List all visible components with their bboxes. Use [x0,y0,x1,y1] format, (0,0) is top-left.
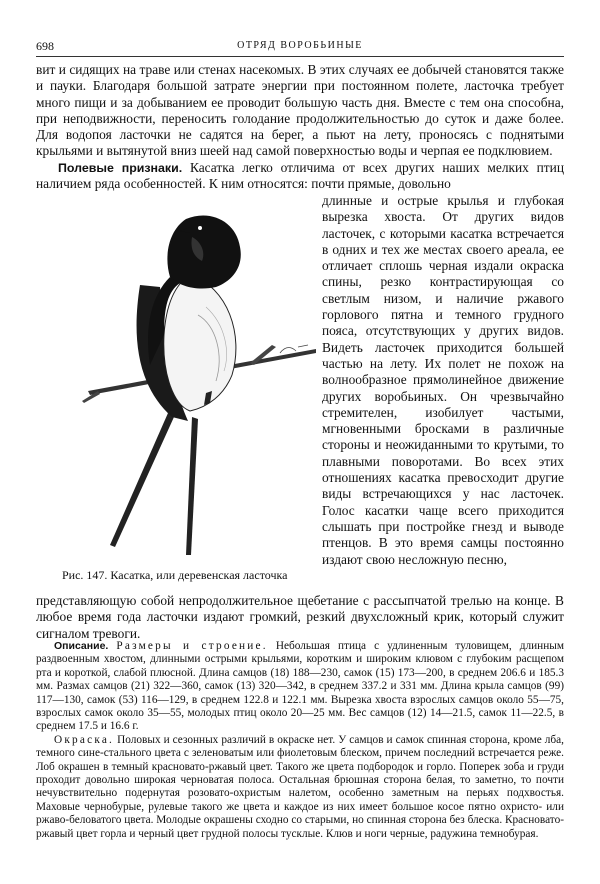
color-label: Окраска. [54,733,115,746]
field-marks-lead-text: Касатка легко отличима от всех других наших мелких птиц наличием ряда особенностей. К ним относятся: почти прямые, довольно [36,160,564,192]
running-title: ОТРЯД ВОРОБЬИНЫЕ [237,40,363,51]
field-marks-lead [36,160,564,193]
description-color-paragraph [36,734,564,841]
field-marks-continuation [36,593,564,642]
field-marks-wrapped-text [322,193,564,568]
paragraph-feeding-text: вит и сидящих на траве или стенах насекомых. В этих случаях ее добычей становятся также и пауки. Благодаря большой затрате энергии при постоянном полете, ласточка требует много пищи и за добыванием ее проводит большую часть дня. Вместе с тем она способна, при неподвижности, переносить голодание продолжительностью до суток и даже более. Для водопоя ласточки не садятся на берег, а пьют на лету, проносясь с поднятыми крыльями и вытянутой вниз шеей над самой поверхностью воды и черпая ее подклювием. [36,62,564,159]
field-marks-wrapped-content: длинные и острые крылья и глубокая вырезка хвоста. От других видов ласточек, с которыми касатка встречается в одних и тех же местах своего ареала, ее отличает сплошь черная издали окраска спины, резко контрастирующая со светлым низом, и наличие ржавого горлового пятна и темного грудного пояса, отсутствующих у других видов. Видеть ласточек приходится большей частью на лету. Их полет не похож на волнообразное прямолинейное движение других воробьиных. Он чрезвычайно стремителен, изобилует частыми, мгновенными бросками в различные стороны и неожиданными то крутыми, то плавными поворотами. Во всех этих отношениях касатка превосходит другие виды встречающихся у нас ласточек. Голос касатки чаще всего приходится слышать при постройке гнезд и выводе птенцов. В это время самцы постоянно издают свою несложную песню, [322,193,564,567]
description-label: Описание. [54,640,109,652]
page-number: 698 [36,39,54,53]
size-label: Размеры и строение. [116,640,268,652]
paragraph-field-marks [36,160,564,193]
figure-caption: Рис. 147. Касатка, или деревенская ласточка [62,568,288,582]
color-text: Половых и сезонных различий в окраске нет. У самцов и самок спинная сторона, кроме лба, темного сине-стального цвета с зеленоватым или фиолетовым блеском, причем последний встречается реже. Лоб окрашен в темный красновато-ржавый цвет. Такого же цвета подбородок и горло. Поперек зоба и груди проходит довольно широкая черноватая полоса. Остальная брюшная сторона белая, то заметно, то почти нечувствительно подернутая розовато-охристым налетом, особенно заметным на перьях подхвостья. Маховые чернобурые, рулевые такого же цвета и каждое из них имеет большое косое пятно охристо- или ржаво-беловатого цвета. Молодые окрашены сходно со старыми, но спинная сторона без блеска. Красновато-ржавый цвет горла и черный цвет грудной полосы тусклые. Клюв и ноги черные, радужина темнобурая. [36,733,564,840]
page-header [36,38,564,57]
swallow-drawing [40,195,320,567]
field-marks-continuation-text: представляющую собой непродолжительное щебетание с рассыпчатой трелью на конце. В любое время года ласточки издают громкий, резкий двухсложный крик, который служит сигналом тревоги. [36,593,564,641]
field-marks-label: Полевые признаки. [58,161,183,175]
swallow-illustration [40,195,320,567]
paragraph-feeding [36,62,564,160]
description-section [36,640,564,841]
size-text: Небольшая птица с удлиненным туловищем, длинным раздвоенным хвостом, длинными острыми крыльями, коротким и широким клювом с глубоким расщепом рта и короткой, слабой плюсной. Длина самцов (18) 188—230, самок (15) 173—200, в среднем 206.6 и 185.3 мм. Размах самцов (21) 322—360, самок (13) 320—342, в среднем 337.2 и 331 мм. Длина крыла самцов (99) 117—130, самок (53) 116—129, в среднем 122.8 и 122.1 мм. Вырезка хвоста взрослых самцов около 55—75, взрослых самок около 35—55, молодых птиц около 20—25 мм. Вес самцов (12) 14—21.5, самок 11—22.5, в среднем 17.5 и 16.6 г. [36,640,565,733]
description-size-paragraph [36,640,564,734]
